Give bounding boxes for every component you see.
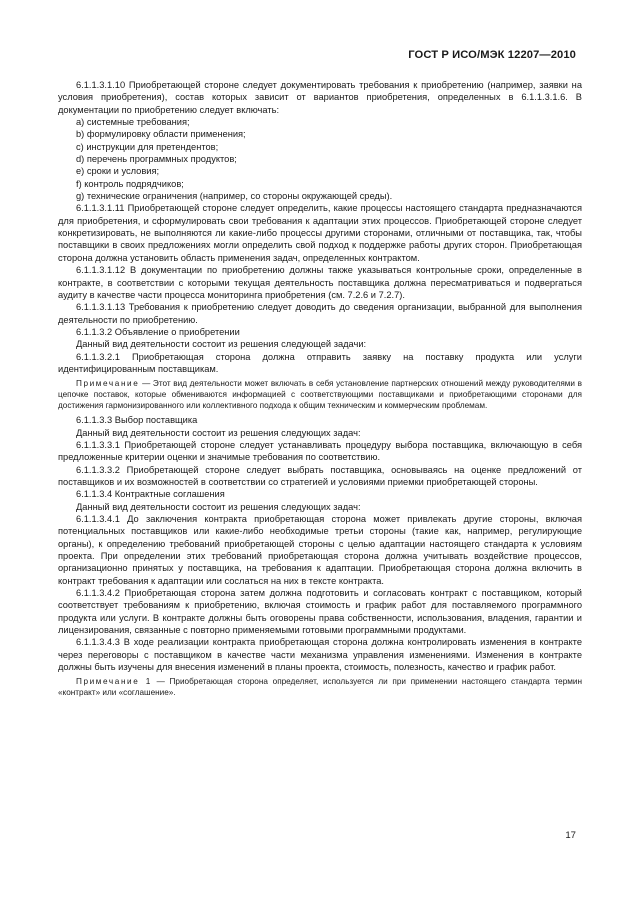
standard-designation-header: ГОСТ Р ИСО/МЭК 12207—2010 — [408, 49, 576, 61]
body-paragraph: 6.1.1.3.3.1 Приобретающей стороне следует устанавливать процедуру выбора поставщика, включающую в себя предложенные критерии оценки и значимые требования по соответствию. — [58, 439, 582, 463]
list-item: b) формулировку области применения; — [76, 129, 246, 140]
body-paragraph: 6.1.1.3.2.1 Приобретающая сторона должна отправить заявку на поставку продукта или услуги идентифицированным поставщикам. — [58, 351, 582, 374]
list-item: c) инструкции для претендентов; — [76, 141, 219, 152]
body-paragraph: 6.1.1.3.1.13 Требования к приобретению следует доводить до сведения организации, выбранной для выполнения деятельности по приобретению. — [58, 302, 582, 325]
list-item: g) технические ограничения (например, со стороны окружающей среды). — [76, 191, 393, 202]
body-paragraph: Данный вид деятельности состоит из решения следующих задач: — [76, 501, 361, 512]
body-paragraph: 6.1.1.3.4.1 До заключения контракта приобретающая сторона может привлекать другие стороны, включая потенциальных поставщиков или какие-либо необходимые третьи стороны (такие как, например, регулирующие органы), к определению требований приобретающей стороны с целью адаптации настоящего стандарта к условиям проекта. При определении этих требований приобретающая сторона должна учитывать воздействие процессов, организационно принятых у поставщика, на требования к адаптации. Приобретающая сторона должна включить в контракт требования к адаптации или сослаться на них в тексте контракта. — [58, 514, 582, 586]
list-item: e) сроки и условия; — [76, 166, 160, 177]
note-text: — Приобретающая сторона определяет, используется ли при применении настоящего стандарта термин «контракт» или «соглашение». — [58, 677, 582, 698]
body-paragraph: 6.1.1.3.1.11 Приобретающей стороне следует определить, какие процессы настоящего стандарта предназначаются для приобретения, и сформулировать свои требования к адаптации этих процессов. Приобретающей стороне следует конкретизировать, не выполняются ли какие-либо процессы другими сторонами, отличными от поставщика, так, чтобы поставщики в своих предложениях могли определить свой подход к поддержке работы других сторон. Приобретающая сторона должна установить область применения задач, определенных контрактом. — [58, 203, 582, 263]
note-paragraph — [58, 676, 582, 698]
body-paragraph: 6.1.1.3.1.12 В документации по приобретению должны также указываться контрольные сроки, определенные в контракте, в соответствии с которыми текущая деятельность поставщика должна пересматриваться и подвергаться аудиту в качестве части процесса мониторинга приобретения (см. 7.2.6 и 7.2.7). — [58, 265, 582, 300]
document-body — [58, 79, 582, 701]
body-paragraph: 6.1.1.3.4.2 Приобретающая сторона затем должна подготовить и согласовать контракт с поставщиком, который соответствует требованиям к приобретению, включая стоимость и график работ для поставляемого программного продукта или услуги. В контракте должны быть оговорены права собственности, использования, владения, гарантии и лицензирования, связанные с повторно применяемыми готовыми программными продуктами. — [58, 588, 582, 636]
body-paragraph: 6.1.1.3.2 Объявление о приобретении — [76, 326, 240, 337]
note-label: Примечание — [76, 379, 140, 389]
body-paragraph: 6.1.1.3.4.3 В ходе реализации контракта приобретающая сторона должна контролировать изменения в контракте через переговоры с поставщиком в качестве части механизма управления изменениями. Изменения в контракте должны быть изучены для внесения изменений в планы проекта, стоимость, полезность, качество и график работ. — [58, 637, 582, 673]
list-item: a) системные требования; — [76, 117, 190, 128]
body-paragraph: 6.1.1.3.1.10 Приобретающей стороне следует документировать требования к приобретению (например, заявки на условия приобретения), состав которых зависит от вариантов приобретения, определенных в 6.1.1.3.1.6. В документации по приобретению следует включать: — [58, 80, 582, 115]
body-paragraph: Данный вид деятельности состоит из решения следующей задачи: — [76, 339, 367, 350]
list-item: d) перечень программных продуктов; — [76, 154, 237, 165]
list-item: f) контроль подрядчиков; — [76, 178, 184, 189]
body-paragraph: 6.1.1.3.3.2 Приобретающей стороне следует выбрать поставщика, основываясь на оценке предложений от поставщиков и их возможностей в соответствии со стратегией и условиями приемки приобретающей стороны. — [58, 464, 582, 487]
page-number: 17 — [565, 830, 576, 841]
body-paragraph: 6.1.1.3.4 Контрактные соглашения — [76, 489, 225, 500]
body-paragraph: Данный вид деятельности состоит из решения следующих задач: — [76, 427, 361, 438]
note-text: — Этот вид деятельности может включать в себя установление партнерских отношений между руководителями в цепочке поставок, которые обмениваются информацией с соответствующими поставщиками и приобретающими сторонами для достижения гармонизированного или коллективного подхода к общим техническим и коммерческим проблемам. — [58, 379, 582, 411]
note-paragraph — [58, 378, 582, 411]
note-label: Примечание 1 — [76, 677, 152, 687]
body-paragraph: 6.1.1.3.3 Выбор поставщика — [76, 415, 198, 426]
